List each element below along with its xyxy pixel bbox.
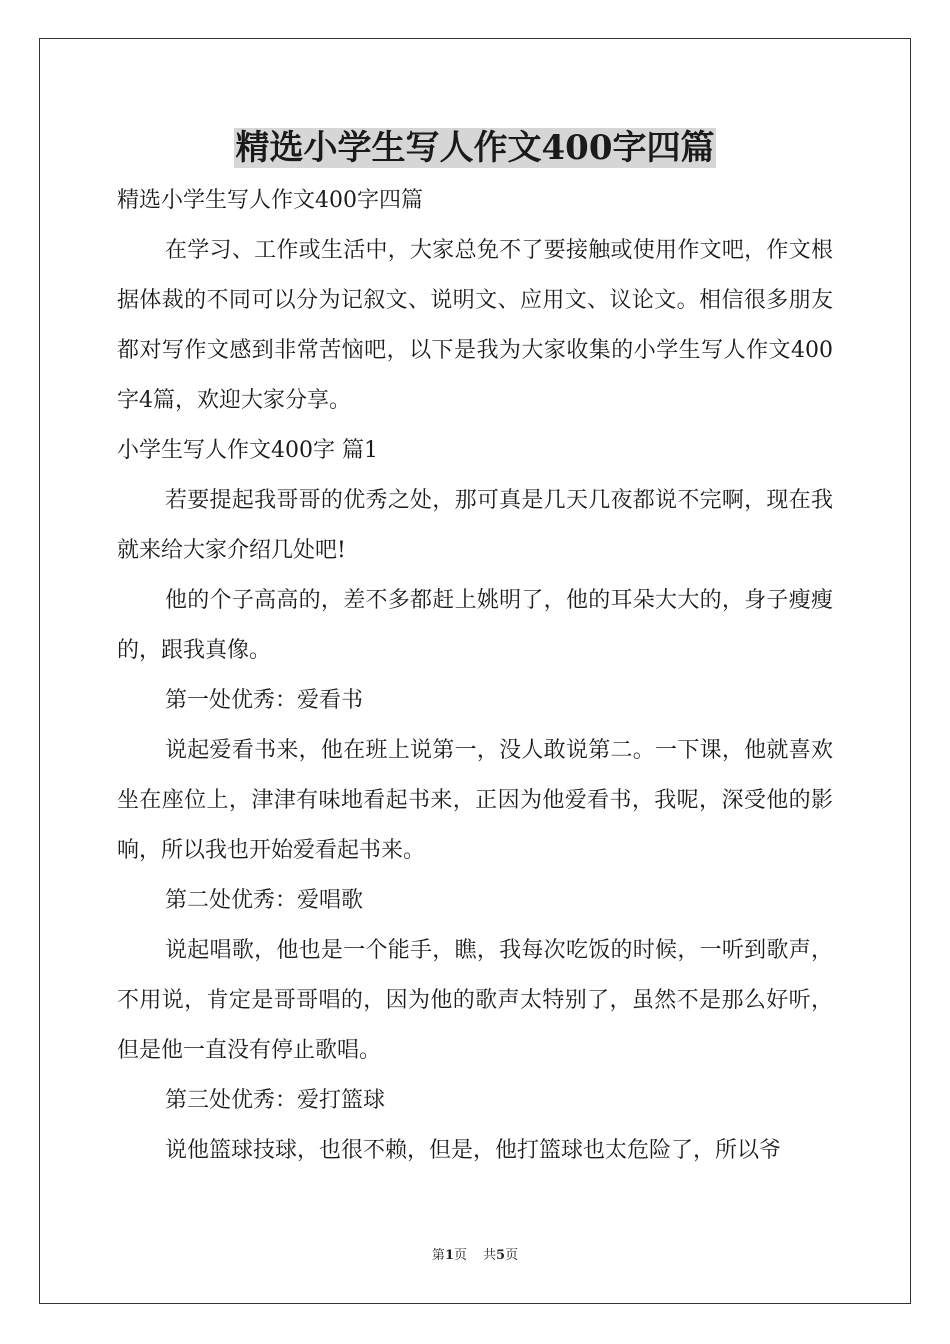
sub-heading: 第一处优秀：爱看书 bbox=[165, 688, 364, 713]
document-title bbox=[0, 124, 950, 172]
total-prefix: 共 bbox=[483, 1248, 497, 1263]
document-body bbox=[117, 176, 833, 1176]
subtitle-line: 精选小学生写人作文400字四篇 bbox=[117, 188, 423, 213]
sub-heading: 第二处优秀：爱唱歌 bbox=[165, 888, 364, 913]
intro-paragraph: 在学习、工作或生活中，大家总免不了要接触或使用作文吧，作文根据体裁的不同可以分为记叙文、说明文、应用文、议论文。相信很多朋友都对写作文感到非常苦恼吧，以下是我为大家收集的小学生写人作文400字4篇，欢迎大家分享。 bbox=[117, 238, 833, 413]
sub-heading: 第三处优秀：爱打篮球 bbox=[165, 1088, 386, 1113]
body-paragraph: 说起唱歌，他也是一个能手，瞧，我每次吃饭的时候，一听到歌声，不用说，肯定是哥哥唱的，因为他的歌声太特别了，虽然不是那么好听，但是他一直没有停止歌唱。 bbox=[117, 938, 833, 1063]
page-prefix: 第 bbox=[431, 1248, 445, 1263]
page-total: 5 bbox=[496, 1248, 506, 1263]
body-paragraph: 说起爱看书来，他在班上说第一，没人敢说第二。一下课，他就喜欢坐在座位上，津津有味地看起书来，正因为他爱看书，我呢，深受他的影响，所以我也开始爱看起书来。 bbox=[117, 738, 833, 863]
body-paragraph: 他的个子高高的，差不多都赶上姚明了，他的耳朵大大的，身子瘦瘦的，跟我真像。 bbox=[117, 588, 833, 663]
document-title-text: 精选小学生写人作文400字四篇 bbox=[235, 128, 715, 168]
body-paragraph: 若要提起我哥哥的优秀之处，那可真是几天几夜都说不完啊，现在我就来给大家介绍几处吧! bbox=[117, 488, 833, 563]
section-heading: 小学生写人作文400字 篇1 bbox=[117, 438, 378, 463]
page-suffix: 页 bbox=[453, 1248, 467, 1263]
page-number: 1 bbox=[444, 1248, 454, 1263]
total-suffix: 页 bbox=[505, 1248, 519, 1263]
page-footer bbox=[0, 1246, 950, 1266]
body-paragraph: 说他篮球技球，也很不赖，但是，他打篮球也太危险了，所以爷 bbox=[165, 1138, 782, 1163]
